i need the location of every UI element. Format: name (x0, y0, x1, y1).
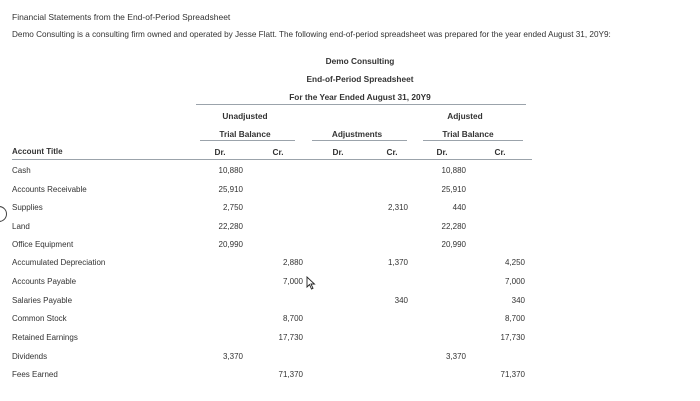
unadjusted-cr-cell: 2,880 (282, 258, 303, 267)
unadjusted-dr-cell: 22,280 (218, 222, 243, 231)
period-line: For the Year Ended August 31, 20Y9 (289, 92, 431, 102)
unadjusted-dr-cell: 25,910 (218, 185, 243, 194)
spreadsheet-title: End-of-Period Spreadsheet (306, 74, 414, 84)
unadjusted-rule (200, 140, 295, 141)
account-title-cell: Cash (12, 166, 31, 175)
adjusted-dr-cell: 10,880 (441, 166, 466, 175)
adjusted-label: Adjusted (447, 111, 483, 121)
mouse-pointer-icon (306, 276, 316, 290)
adjusted-dr-header: Dr. (436, 147, 448, 157)
unadjusted-cr-cell: 17,730 (278, 333, 303, 342)
adjusted-cr-cell: 8,700 (504, 314, 525, 323)
unadjusted-label: Unadjusted (222, 111, 268, 121)
account-title-cell: Common Stock (12, 314, 67, 323)
adjusted-cr-cell: 71,370 (500, 370, 525, 379)
adjusted-cr-cell: 17,730 (500, 333, 525, 342)
unadjusted-dr-cell: 10,880 (218, 166, 243, 175)
unadjusted-dr-header: Dr. (214, 147, 226, 157)
account-title-cell: Supplies (12, 203, 43, 212)
unadjusted-cr-cell: 71,370 (278, 370, 303, 379)
unadjusted-cr-cell: 8,700 (282, 314, 303, 323)
adjustments-cr-header: Cr. (386, 147, 398, 157)
account-title-cell: Salaries Payable (12, 296, 73, 305)
unadjusted-cr-header: Cr. (272, 147, 284, 157)
page-heading: Financial Statements from the End-of-Period Spreadsheet (12, 12, 231, 22)
adjusted-trial-balance-label: Trial Balance (442, 129, 494, 139)
account-title-cell: Retained Earnings (12, 333, 78, 342)
account-title-cell: Accumulated Depreciation (12, 258, 106, 267)
unadjusted-dr-cell: 2,750 (222, 203, 243, 212)
unadjusted-trial-balance-label: Trial Balance (219, 129, 271, 139)
collapse-bracket-icon (0, 206, 7, 222)
adjustments-rule (312, 140, 407, 141)
adjustments-dr-header: Dr. (332, 147, 344, 157)
account-title-cell: Dividends (12, 352, 48, 361)
account-title-cell: Accounts Receivable (12, 185, 87, 194)
adjusted-dr-cell: 3,370 (445, 352, 466, 361)
adjustments-cr-cell: 2,310 (387, 203, 408, 212)
unadjusted-dr-cell: 20,990 (218, 240, 243, 249)
adjusted-dr-cell: 440 (452, 203, 466, 212)
adjustments-cr-cell: 340 (394, 296, 408, 305)
adjusted-cr-cell: 7,000 (504, 277, 525, 286)
adjusted-cr-cell: 340 (511, 296, 525, 305)
adjusted-cr-header: Cr. (494, 147, 506, 157)
account-title-header: Account Title (12, 147, 63, 156)
adjusted-dr-cell: 25,910 (441, 185, 466, 194)
unadjusted-cr-cell: 7,000 (282, 277, 303, 286)
adjusted-dr-cell: 20,990 (441, 240, 466, 249)
intro-text: Demo Consulting is a consulting firm owned and operated by Jesse Flatt. The following end-of-period spreadsheet was prepared for the year ended August 31, 20Y9: (12, 30, 611, 39)
account-title-cell: Fees Earned (12, 370, 58, 379)
column-header-rule (12, 159, 532, 160)
adjustments-label: Adjustments (331, 129, 383, 139)
account-title-cell: Office Equipment (12, 240, 74, 249)
account-title-cell: Accounts Payable (12, 277, 77, 286)
adjusted-rule (423, 140, 523, 141)
account-title-cell: Land (12, 222, 30, 231)
adjustments-cr-cell: 1,370 (387, 258, 408, 267)
company-name: Demo Consulting (325, 56, 395, 66)
adjusted-cr-cell: 4,250 (504, 258, 525, 267)
unadjusted-dr-cell: 3,370 (222, 352, 243, 361)
header-rule (196, 104, 526, 105)
adjusted-dr-cell: 22,280 (441, 222, 466, 231)
